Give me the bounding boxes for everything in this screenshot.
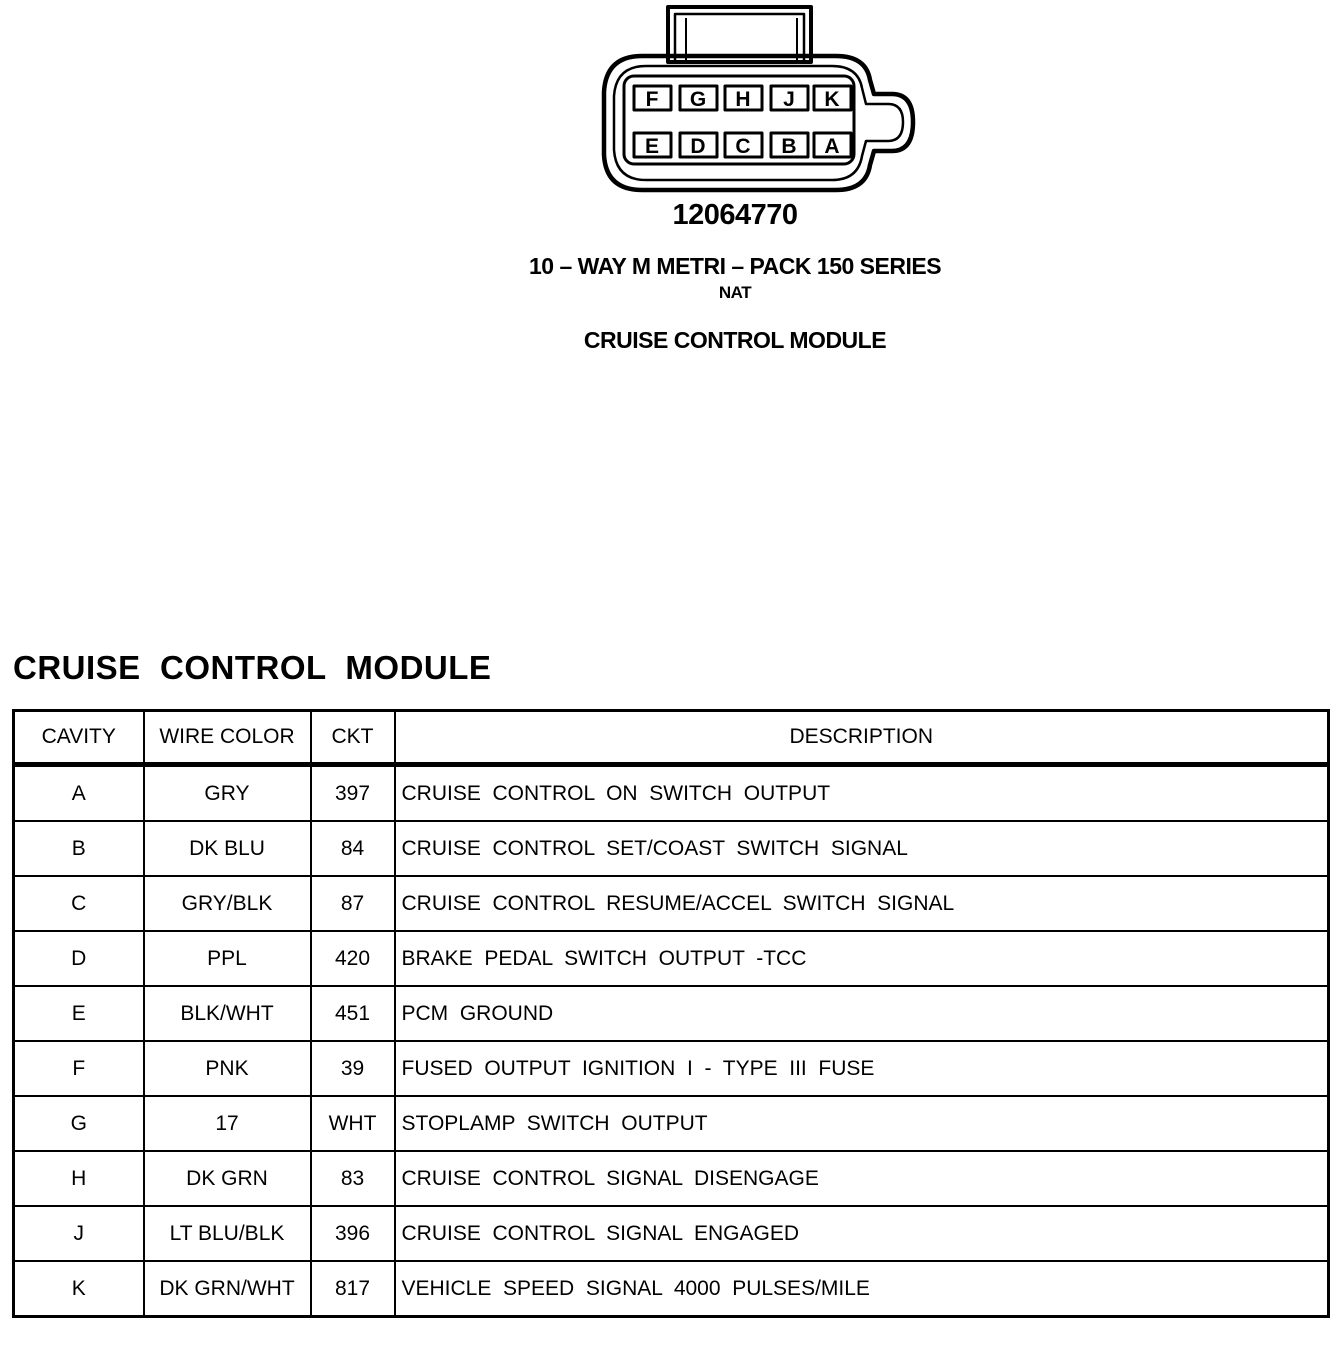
connector-module-caption: CRUISE CONTROL MODULE (583, 327, 887, 353)
cell-cavity: E (14, 986, 144, 1041)
cavity-label-k: K (824, 88, 840, 111)
table-row (14, 1151, 1329, 1206)
cell-wire-color: PNK (144, 1041, 311, 1096)
cell-wire-color: GRY (144, 765, 311, 822)
table-title: CRUISE CONTROL MODULE (13, 649, 492, 686)
cavity-label-f: F (645, 88, 659, 111)
cell-description: CRUISE CONTROL SIGNAL DISENGAGE (395, 1151, 1329, 1206)
cell-ckt: 397 (311, 765, 395, 822)
cell-cavity: C (14, 876, 144, 931)
cell-description: CRUISE CONTROL ON SWITCH OUTPUT (395, 765, 1329, 822)
cell-ckt: 84 (311, 821, 395, 876)
cell-cavity: H (14, 1151, 144, 1206)
table-row (14, 931, 1329, 986)
cell-description: CRUISE CONTROL SET/COAST SWITCH SIGNAL (395, 821, 1329, 876)
table-row (14, 986, 1329, 1041)
cell-ckt: 83 (311, 1151, 395, 1206)
pinout-table-body (14, 765, 1329, 1317)
cell-ckt: 451 (311, 986, 395, 1041)
cell-cavity: K (14, 1261, 144, 1317)
cell-ckt: 87 (311, 876, 395, 931)
table-header-row (14, 711, 1329, 765)
cell-wire-color: BLK/WHT (144, 986, 311, 1041)
part-number: 12064770 (672, 199, 798, 231)
header-cavity: CAVITY (14, 711, 144, 765)
header-description: DESCRIPTION (395, 711, 1329, 765)
cell-cavity: J (14, 1206, 144, 1261)
table-row (14, 1206, 1329, 1261)
table-row (14, 1261, 1329, 1317)
cell-wire-color: PPL (144, 931, 311, 986)
cell-cavity: B (14, 821, 144, 876)
table-row (14, 765, 1329, 822)
cavity-label-j: J (783, 88, 795, 111)
cell-wire-color: LT BLU/BLK (144, 1206, 311, 1261)
cell-wire-color: 17 (144, 1096, 311, 1151)
cell-ckt: 420 (311, 931, 395, 986)
table-row (14, 1096, 1329, 1151)
cavity-label-e: E (644, 135, 660, 158)
cell-ckt: WHT (311, 1096, 395, 1151)
cell-wire-color: DK BLU (144, 821, 311, 876)
header-ckt: CKT (311, 711, 395, 765)
cell-description: BRAKE PEDAL SWITCH OUTPUT -TCC (395, 931, 1329, 986)
connector-series: 10 – WAY M METRI – PACK 150 SERIES (528, 253, 942, 279)
table-row (14, 1041, 1329, 1096)
cavity-label-a: A (824, 135, 840, 158)
table-row (14, 876, 1329, 931)
cell-cavity: F (14, 1041, 144, 1096)
cavity-label-d: D (690, 135, 706, 158)
cell-wire-color: DK GRN (144, 1151, 311, 1206)
cell-ckt: 817 (311, 1261, 395, 1317)
cell-description: STOPLAMP SWITCH OUTPUT (395, 1096, 1329, 1151)
cavity-label-c: C (735, 135, 751, 158)
header-wire-color: WIRE COLOR (144, 711, 311, 765)
cell-description: CRUISE CONTROL RESUME/ACCEL SWITCH SIGNAL (395, 876, 1329, 931)
cell-cavity: G (14, 1096, 144, 1151)
cell-description: PCM GROUND (395, 986, 1329, 1041)
cell-description: CRUISE CONTROL SIGNAL ENGAGED (395, 1206, 1329, 1261)
cell-ckt: 396 (311, 1206, 395, 1261)
cell-cavity: D (14, 931, 144, 986)
cell-description: VEHICLE SPEED SIGNAL 4000 PULSES/MILE (395, 1261, 1329, 1317)
cell-description: FUSED OUTPUT IGNITION I - TYPE III FUSE (395, 1041, 1329, 1096)
cavity-label-h: H (735, 88, 751, 111)
cell-ckt: 39 (311, 1041, 395, 1096)
cell-cavity: A (14, 765, 144, 822)
cavity-label-g: G (689, 88, 707, 111)
cell-wire-color: DK GRN/WHT (144, 1261, 311, 1317)
cell-wire-color: GRY/BLK (144, 876, 311, 931)
connector-variant: NAT (718, 283, 752, 302)
table-row (14, 821, 1329, 876)
pinout-table (12, 709, 1330, 1318)
cavity-label-b: B (781, 135, 797, 158)
